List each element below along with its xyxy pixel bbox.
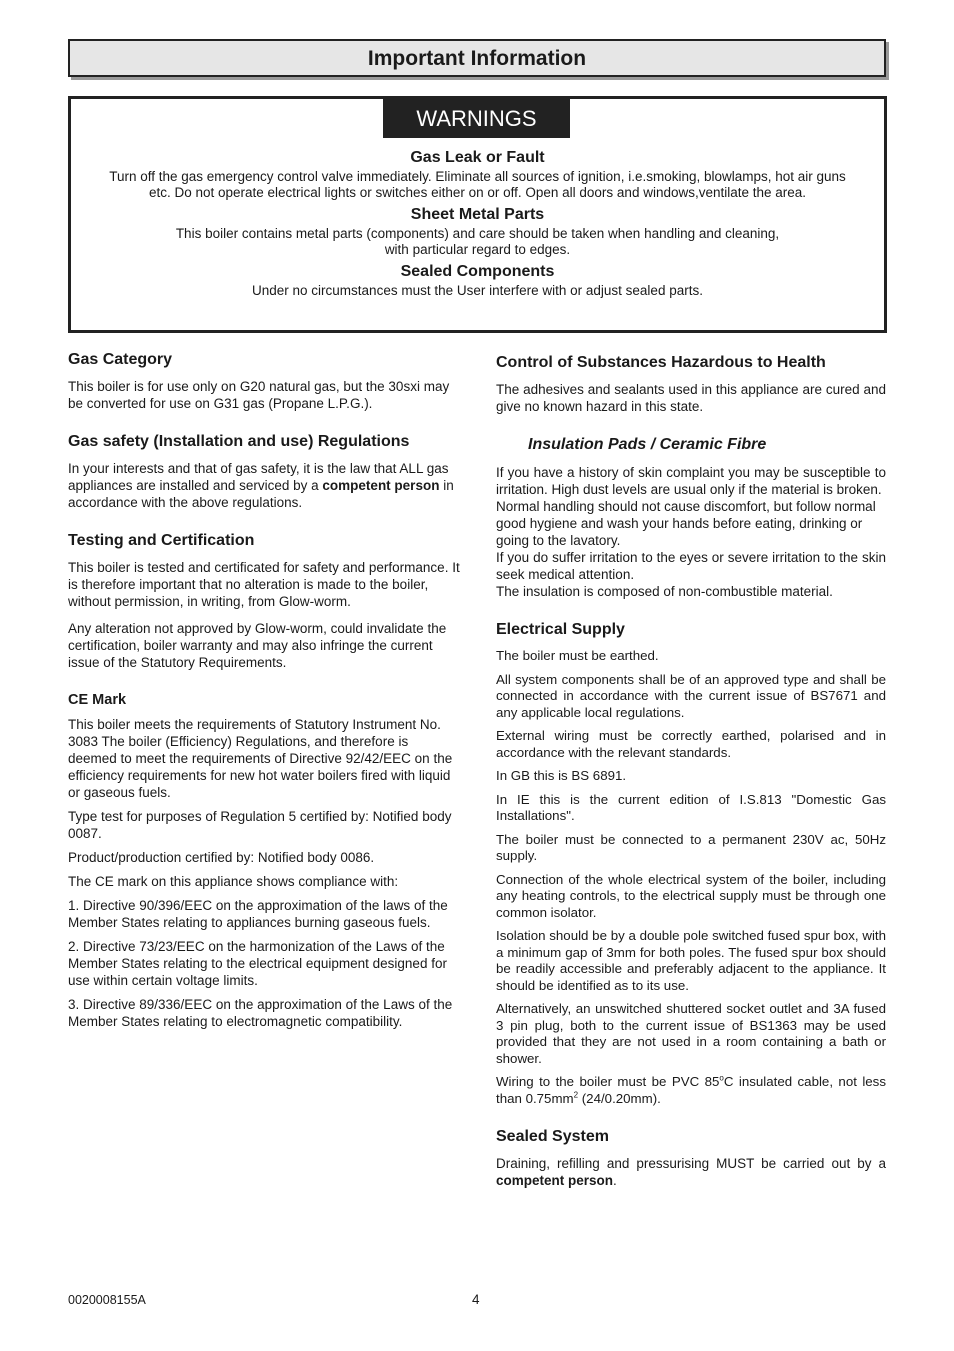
gas-safety-heading: Gas safety (Installation and use) Regulations — [68, 433, 410, 450]
ce-mark-heading: CE Mark — [68, 692, 127, 708]
right-column — [496, 353, 886, 1196]
warnings-box — [68, 96, 887, 333]
sheet-metal-line-2: with particular regard to edges. — [384, 242, 571, 257]
gas-category-text: This boiler is for use only on G20 natural gas, but the 30sxi may be converted for use on G31 gas (Propane L.P.G.). — [68, 379, 450, 411]
sealed-system-text: Draining, refilling and pressurising MUST be carried out by a competent person. — [496, 1156, 886, 1188]
ce-paragraph-1: This boiler meets the requirements of Statutory Instrument No. 3083 The boiler (Efficiency) Regulations, and therefore is deemed to meet the requirements of Directive 92/42/EEC on the efficiency requirements for new hot water boilers fired with liquid or gaseous fuels. — [68, 717, 453, 800]
electrical-paragraph-3: External wiring must be correctly earthed, polarised and in accordance with the relevant standards. — [496, 728, 886, 760]
left-column — [68, 350, 460, 1037]
page-number: 4 — [472, 1292, 480, 1307]
electrical-paragraph-9: Alternatively, an unswitched shuttered socket outlet and 3A fused 3 pin plug, both to the current issue of BS1363 may be used provided that they are not used in a room containing a bath or shower. — [496, 1001, 886, 1066]
sealed-components-heading: Sealed Components — [400, 263, 555, 280]
electrical-paragraph-4: In GB this is BS 6891. — [496, 768, 627, 783]
electrical-paragraph-7: Connection of the whole electrical system of the boiler, including any heating controls, to the electrical supply must be through one common isolator. — [496, 871, 886, 920]
ce-directive-2: 2. Directive 73/23/EEC on the harmonization of the Laws of the Member States relating to the electrical equipment designed for use within certain voltage limits. — [68, 939, 447, 988]
ce-paragraph-3: Product/production certified by: Notified body 0086. — [68, 850, 375, 865]
gas-category-heading: Gas Category — [68, 351, 173, 368]
testing-paragraph-1: This boiler is tested and certificated for safety and performance. It is therefore important that no alteration is made to the boiler, without permission, in writing, from Glow-worm. — [68, 560, 460, 609]
gas-category-section — [68, 350, 460, 412]
insulation-section — [496, 435, 886, 600]
electrical-paragraph-5: In IE this is the current edition of I.S.813 "Domestic Gas Installations". — [496, 791, 886, 823]
coshh-text: The adhesives and sealants used in this appliance are cured and give no known hazard in this state. — [496, 382, 886, 414]
ce-directive-1: 1. Directive 90/396/EEC on the approximation of the laws of the Member States relating to appliances burning gaseous fuels. — [68, 898, 448, 930]
coshh-heading: Control of Substances Hazardous to Health — [496, 354, 826, 371]
document-number: 0020008155A — [68, 1293, 146, 1307]
electrical-paragraph-2: All system components shall be of an approved type and shall be connected in accordance with the current issue of BS7671 and any applicable local regulations. — [496, 671, 886, 720]
warnings-label: WARNINGS — [383, 99, 570, 138]
insulation-heading: Insulation Pads / Ceramic Fibre — [528, 436, 767, 453]
insulation-paragraph-1: If you have a history of skin complaint you may be susceptible to irritation. High dust levels are usual only if the material is broken. — [496, 465, 886, 497]
ce-paragraph-2: Type test for purposes of Regulation 5 certified by: Notified body 0087. — [68, 809, 452, 841]
electrical-paragraph-6: The boiler must be connected to a permanent 230V ac, 50Hz supply. — [496, 831, 886, 863]
page-title: Important Information — [367, 47, 587, 70]
gas-safety-section — [68, 432, 460, 511]
warnings-content — [71, 147, 884, 301]
coshh-section — [496, 353, 886, 415]
testing-section — [68, 531, 460, 671]
electrical-paragraph-10: Wiring to the boiler must be PVC 85$^o$C insulated cable, not less than $0.75mm^2$ (24/0.20mm). — [496, 1073, 886, 1106]
electrical-paragraph-8: Isolation should be by a double pole switched fused spur box, with a minimum gap of 3mm for both poles. The fused spur box should be readily accessible and preferably adjacent to the appliance. It should be identified as to its use. — [496, 928, 886, 993]
electrical-section — [496, 620, 886, 1107]
title-bar — [68, 39, 886, 77]
ce-paragraph-4: The CE mark on this appliance shows compliance with: — [68, 874, 399, 889]
insulation-paragraph-2: Normal handling should not cause discomfort, but follow normal good hygiene and wash your hands before eating, drinking or going to the lavatory. — [496, 499, 876, 548]
sheet-metal-line-1: This boiler contains metal parts (components) and care should be taken when handling and cleaning, — [175, 226, 780, 241]
sealed-system-section — [496, 1127, 886, 1189]
electrical-paragraph-1: The boiler must be earthed. — [496, 648, 659, 663]
gas-leak-heading: Gas Leak or Fault — [410, 149, 545, 166]
sheet-metal-heading: Sheet Metal Parts — [410, 206, 545, 223]
insulation-paragraph-4: The insulation is composed of non-combustible material. — [496, 584, 833, 599]
sealed-components-text: Under no circumstances must the User interfere with or adjust sealed parts. — [252, 283, 703, 298]
gas-leak-line-1: Turn off the gas emergency control valve immediately. Eliminate all sources of ignition, i.e.smoking, blowlamps, hot air guns — [109, 169, 846, 184]
testing-heading: Testing and Certification — [68, 532, 255, 549]
gas-leak-line-2: etc. Do not operate electrical lights or switches either on or off. Open all doors and windows,ventilate the area. — [148, 185, 807, 200]
sealed-system-heading: Sealed System — [496, 1128, 609, 1145]
gas-safety-text: In your interests and that of gas safety, it is the law that ALL gas appliances are installed and serviced by a competent person in accordance with the above regulations. — [68, 461, 454, 510]
ce-mark-section — [68, 691, 460, 1030]
testing-paragraph-2: Any alteration not approved by Glow-worm, could invalidate the certification, boiler warranty and may also infringe the current issue of the Statutory Requirements. — [68, 621, 447, 670]
electrical-heading: Electrical Supply — [496, 621, 625, 638]
insulation-paragraph-3: If you do suffer irritation to the eyes or severe irritation to the skin seek medical attention. — [496, 550, 886, 582]
ce-directive-3: 3. Directive 89/336/EEC on the approximation of the Laws of the Member States relating to electromagnetic compatibility. — [68, 997, 453, 1029]
